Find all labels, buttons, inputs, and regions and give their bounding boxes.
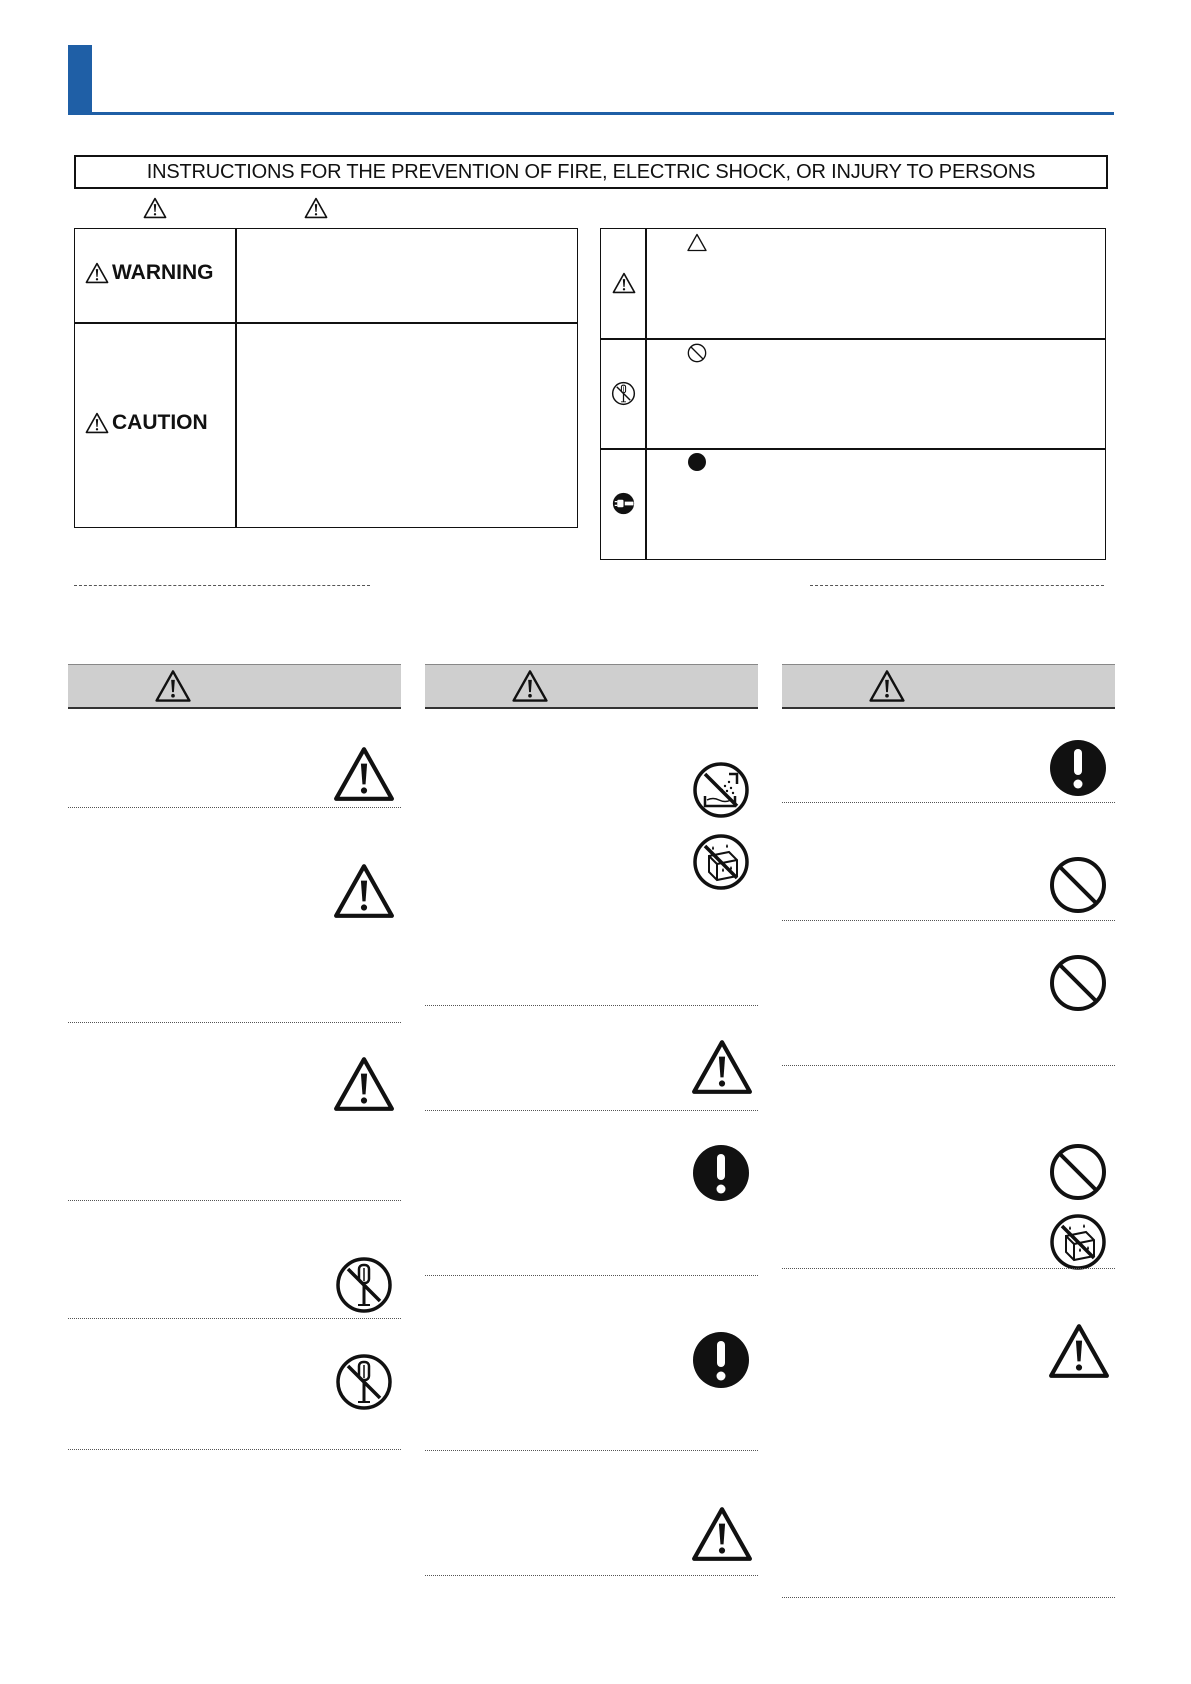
safety-title-box xyxy=(74,155,1108,189)
item-separator xyxy=(68,1449,401,1450)
caution-triangle-icon xyxy=(85,412,109,434)
warning-triangle-icon xyxy=(85,262,109,284)
dashed-divider xyxy=(74,585,370,586)
item-separator xyxy=(782,1268,1115,1269)
item-separator xyxy=(68,1318,401,1319)
item-separator xyxy=(425,1110,758,1111)
header-accent-bar xyxy=(68,45,92,115)
caution-signal xyxy=(85,411,208,435)
warning-triangle-icon xyxy=(511,669,549,703)
item-separator xyxy=(782,1597,1115,1598)
item-separator xyxy=(782,802,1115,803)
caution-triangle-icon xyxy=(333,862,395,920)
item-separator xyxy=(782,920,1115,921)
do-not-disassemble-icon xyxy=(334,1352,394,1412)
no-water-icon xyxy=(691,832,751,892)
item-separator xyxy=(425,1275,758,1276)
symbol-meaning-table xyxy=(600,228,1106,560)
warning-label: WARNING xyxy=(112,261,214,284)
unplug-icon xyxy=(611,491,636,516)
caution-triangle-icon xyxy=(691,1038,753,1096)
filled-circle-icon xyxy=(687,452,707,472)
safety-title: INSTRUCTIONS FOR THE PREVENTION OF FIRE, ELECTRIC SHOCK, OR INJURY TO PERSONS xyxy=(146,160,1036,183)
triangle-outline-icon xyxy=(687,233,707,252)
warning-triangle-icon xyxy=(868,669,906,703)
dashed-divider xyxy=(810,585,1104,586)
signal-word-table xyxy=(74,228,578,528)
prohibition-circle-icon xyxy=(687,343,707,363)
no-shower-icon xyxy=(691,760,751,820)
do-not-disassemble-icon xyxy=(334,1255,394,1315)
column-header-warning-3 xyxy=(782,664,1115,709)
prohibition-icon xyxy=(1048,1142,1108,1202)
caution-label: CAUTION xyxy=(112,411,208,434)
do-not-disassemble-icon xyxy=(611,381,636,406)
item-separator xyxy=(782,1065,1115,1066)
warning-triangle-icon xyxy=(154,669,192,703)
item-separator xyxy=(425,1575,758,1576)
column-header-warning-1 xyxy=(68,664,401,709)
caution-triangle-icon xyxy=(612,272,636,294)
warning-triangle-icon xyxy=(143,197,167,219)
item-separator xyxy=(68,1022,401,1023)
mandatory-action-icon xyxy=(691,1330,751,1390)
item-separator xyxy=(68,807,401,808)
warning-signal xyxy=(85,261,214,285)
caution-triangle-icon xyxy=(333,1055,395,1113)
caution-triangle-icon xyxy=(1048,1322,1110,1380)
caution-triangle-icon xyxy=(691,1505,753,1563)
item-separator xyxy=(68,1200,401,1201)
caution-triangle-icon xyxy=(333,745,395,803)
prohibition-icon xyxy=(1048,855,1108,915)
warning-triangle-icon xyxy=(304,197,328,219)
prohibition-icon xyxy=(1048,953,1108,1013)
header-rule xyxy=(68,112,1114,115)
no-water-icon xyxy=(1048,1212,1108,1272)
mandatory-action-icon xyxy=(1048,738,1108,798)
mandatory-action-icon xyxy=(691,1143,751,1203)
item-separator xyxy=(425,1005,758,1006)
column-header-warning-2 xyxy=(425,664,758,709)
item-separator xyxy=(425,1450,758,1451)
